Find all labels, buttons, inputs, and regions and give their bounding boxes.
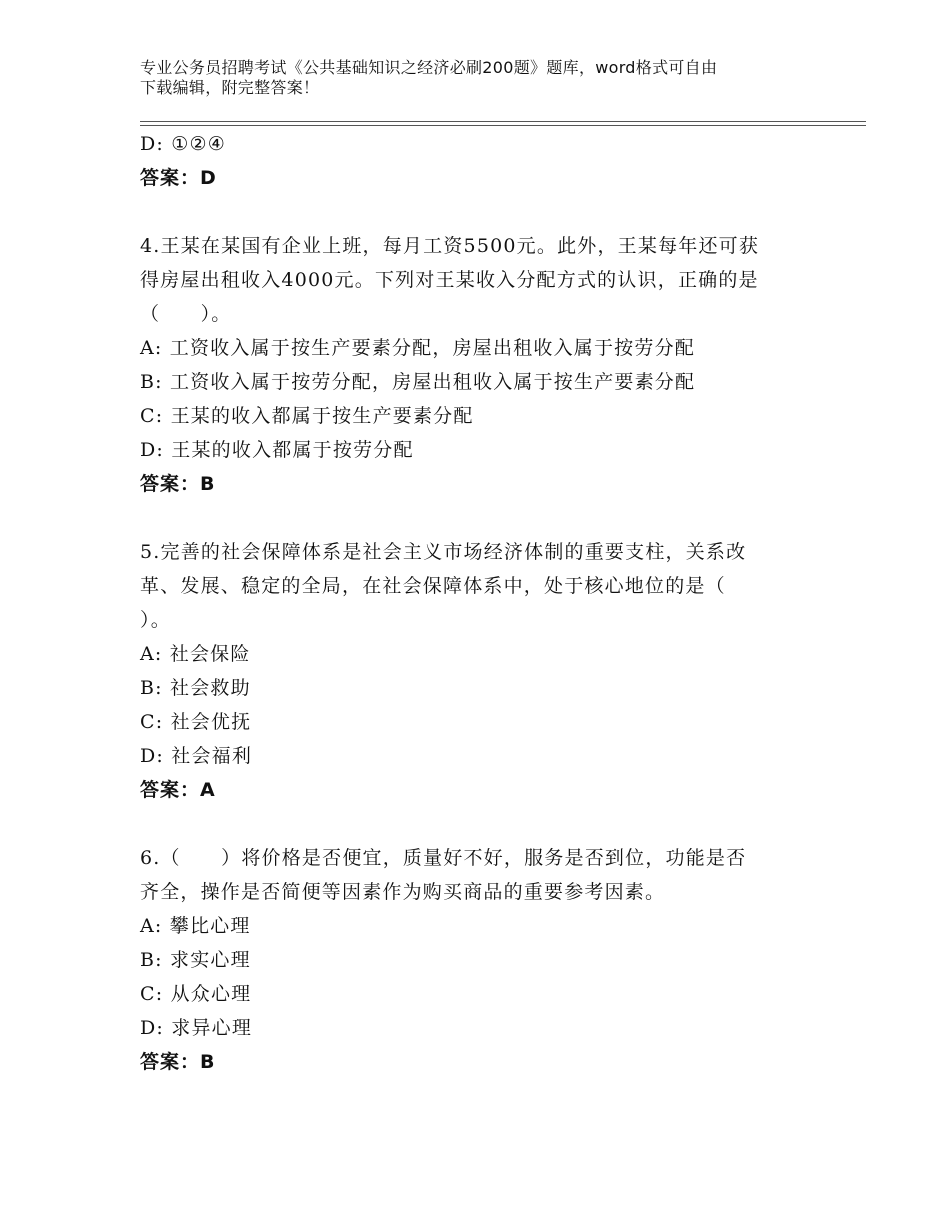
option-c: C: 社会优抚	[140, 711, 252, 733]
option-a: A: 社会保险	[140, 643, 251, 665]
question-block	[140, 841, 820, 1079]
header-line-1: 专业公务员招聘考试《公共基础知识之经济必刷200题》题库，word格式可自由	[140, 58, 718, 77]
option-b: B: 工资收入属于按劳分配，房屋出租收入属于按生产要素分配	[140, 371, 696, 393]
document-header	[140, 58, 830, 98]
header-divider-bottom	[140, 125, 866, 126]
option-a: A: 工资收入属于按生产要素分配，房屋出租收入属于按劳分配	[140, 337, 695, 359]
previous-answer: 答案：D	[140, 167, 217, 189]
question-block	[140, 229, 820, 501]
header-line-2: 下载编辑，附完整答案！	[140, 78, 320, 97]
question-stem-line: 4.王某在某国有企业上班，每月工资5500元。此外，王某每年还可获	[140, 235, 760, 257]
option-a: A: 攀比心理	[140, 915, 251, 937]
spacer	[140, 807, 820, 841]
answer: 答案：A	[140, 779, 216, 801]
option-c: C: 王某的收入都属于按生产要素分配	[140, 405, 474, 427]
previous-option-d: D: ①②④	[140, 133, 226, 155]
question-stem-line: 6.（ ）将价格是否便宜，质量好不好，服务是否到位，功能是否	[140, 847, 747, 869]
option-d: D: 社会福利	[140, 745, 253, 767]
option-b: B: 社会救助	[140, 677, 251, 699]
header-divider-top	[140, 121, 866, 122]
question-stem-line: 得房屋出租收入4000元。下列对王某收入分配方式的认识，正确的是	[140, 269, 759, 291]
question-block	[140, 535, 820, 807]
question-stem-line: 5.完善的社会保障体系是社会主义市场经济体制的重要支柱，关系改	[140, 541, 747, 563]
question-stem-line: （ ）。	[140, 303, 232, 325]
answer: 答案：B	[140, 1051, 216, 1073]
question-stem-line: ）。	[140, 609, 171, 631]
option-b: B: 求实心理	[140, 949, 251, 971]
question-stem-line: 齐全，操作是否简便等因素作为购买商品的重要参考因素。	[140, 881, 666, 903]
document-body	[140, 127, 820, 1079]
question-stem-line: 革、发展、稳定的全局，在社会保障体系中，处于核心地位的是（	[140, 575, 726, 597]
spacer	[140, 501, 820, 535]
spacer	[140, 195, 820, 229]
answer: 答案：B	[140, 473, 216, 495]
option-d: D: 求异心理	[140, 1017, 253, 1039]
option-c: C: 从众心理	[140, 983, 252, 1005]
option-d: D: 王某的收入都属于按劳分配	[140, 439, 414, 461]
